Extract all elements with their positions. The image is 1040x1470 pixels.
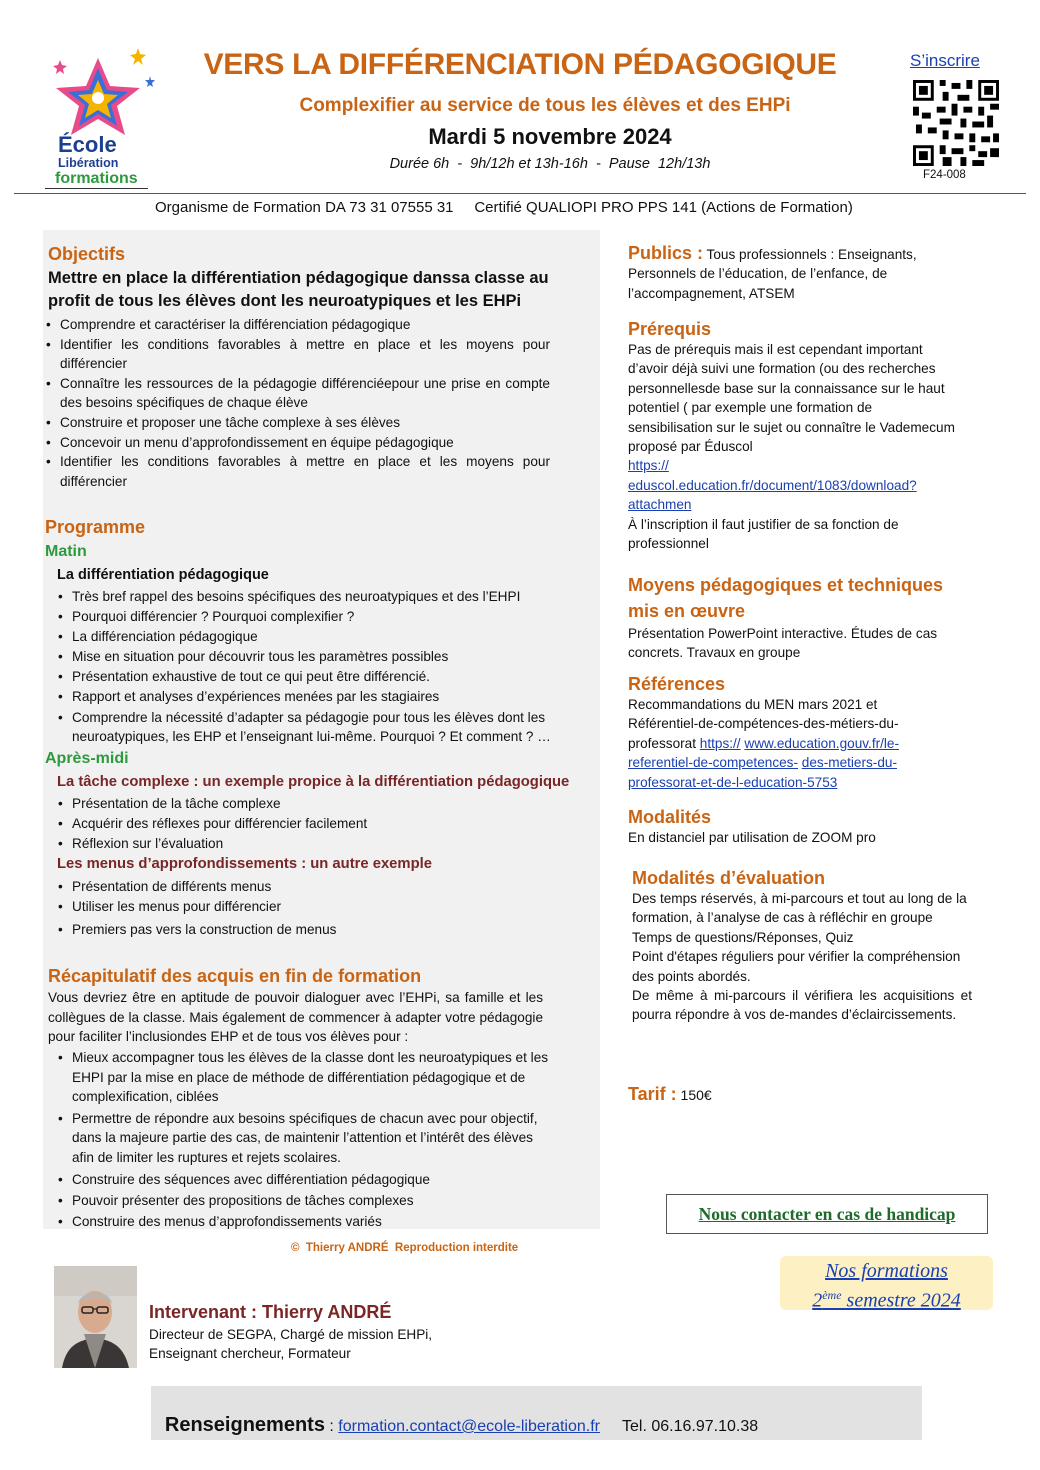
event-schedule: Durée 6h - 9h/12h et 13h-16h - Pause 12h/13h [389,156,711,172]
contact-label: Renseignements [164,1414,325,1436]
modalites-section [628,806,958,847]
recap-item: • Pouvoir présenter des propositions de tâches complexes [72,1191,557,1211]
reference-code: F24-008 [923,169,966,181]
matin-item: • Présentation exhaustive de tout ce qui peut être différencié. [72,667,582,687]
tache-complexe-list [72,794,572,854]
evaluation-section [632,867,972,1025]
modalites-text: En distanciel par utilisation de ZOOM pro [628,830,876,845]
nos-formations-box[interactable] [780,1256,993,1310]
matin-item: • Rapport et analyses d’expériences menées par les stagiaires [72,687,582,707]
matin-item: • Pourquoi différencier ? Pourquoi complexifier ? [72,607,582,627]
eduscol-link-2[interactable]: eduscol.education.fr/document/1083/download? [628,477,917,493]
recap-item: • Construire des séquences avec différentiation pédagogique [72,1170,557,1190]
menus-item: • Utiliser les menus pour différencier [72,897,572,917]
menus-item: • Premiers pas vers la construction de menus [72,920,572,940]
handicap-link[interactable]: Nous contacter en cas de handicap [698,1204,956,1224]
moyens-section [628,572,968,663]
tarif-value: 150€ [676,1087,712,1103]
aprem-item: • Réflexion sur l’évaluation [72,834,572,854]
objectif-item: • Connaître les ressources de la pédagogie différenciéepour une prise en compte des besoins spécifiques de chaque élève [60,374,550,413]
nos-formations-link[interactable]: Nos formations [825,1260,948,1282]
prerequis-section [628,318,958,553]
references-link-1[interactable]: https:// [699,735,741,751]
prerequis-text: Pas de prérequis mais il est cependant important d’avoir déjà suivi une formation (ou des recherches personnellesde base sur la connaissance sur le haut potentiel ( par exemple une formation de sensibilisation sur le sujet ou connaître le Vademecum proposé par Éduscol [628,342,955,455]
intervenant-role-2: Enseignant chercheur, Formateur [149,1346,351,1361]
tarif-heading: Tarif : [628,1084,677,1104]
page-title: VERS LA DIFFÉRENCIATION PÉDAGOGIQUE [203,48,837,81]
logo-line2: Libération [58,156,119,170]
objectifs-lead: Mettre en place la différentiation pédagogique danssa classe au profit de tous les élèves dont les neuroatypiques et les EHPi [48,269,549,310]
logo-line1: École [58,132,117,157]
copyright: © Thierry ANDRÉ Reproduction interdite [291,1242,519,1254]
modalites-heading: Modalités [628,807,712,827]
references-body [628,695,948,792]
intervenant-name: Intervenant : Thierry ANDRÉ [149,1302,392,1322]
tache-complexe-subheading: La tâche complexe : un exemple propice à la différentiation pédagogique [57,774,570,790]
prerequis-heading: Prérequis [628,319,712,339]
publics-text: Tous professionnels : Enseignants, Personnels de l’éducation, de l’enfance, de l’accompagnement, ATSEM [628,247,917,301]
header-rule [14,193,1026,194]
objectif-item: • Identifier les conditions favorables à mettre en place et les moyens pour différencier [60,452,550,491]
references-heading: Références [628,674,726,694]
eduscol-link-1[interactable]: https:// [628,458,669,474]
semestre-text: semestre 2024 [841,1289,961,1312]
matin-item: • Mise en situation pour découvrir tous les paramètres possibles [72,647,582,667]
recap-heading: Récapitulatif des acquis en fin de formation [48,966,422,986]
qr-code-icon[interactable] [913,80,999,166]
semestre-number: 2 [812,1289,823,1312]
recap-intro: Vous devriez être en aptitude de pouvoir dialoguer avec l’EHPi, sa famille et les collègues de la classe. Mais également de commencer à adapter votre pédagogie pour faciliter l’inclusiondes EHP et de tous vos élèves pour : [48,990,543,1045]
references-section [628,673,948,792]
recap-item: • Construire des menus d’approfondissements variés [72,1212,557,1232]
evaluation-text-4: De même à mi-parcours il vérifiera les acquisitions et pourra répondre à vos de-mandes d’éclaircissements. [632,988,972,1023]
references-link-2[interactable]: www.education.gouv.fr/le-referentiel-de-competences- [628,735,900,771]
references-link-3[interactable]: des-metiers-du-professorat-et-de-l-education-5753 [628,755,897,790]
menus-subheading: Les menus d’approfondissements : un autre exemple [57,856,432,872]
semestre-sup: ème [822,1288,842,1302]
signup-link[interactable]: S’inscrire [910,51,980,70]
objectif-item: • Identifier les conditions favorables à mettre en place et les moyens pour différencier [60,335,550,374]
evaluation-heading: Modalités d’évaluation [632,868,826,888]
contact-colon: : [324,1418,339,1435]
contact-email-link[interactable]: formation.contact@ecole-liberation.fr [338,1418,600,1435]
objectifs-list [60,315,550,491]
matin-list [72,587,582,747]
contact-line [156,1396,758,1437]
evaluation-text-1: Des temps réservés, à mi-parcours et tout au long de la formation, à l’analyse de cas à réfléchir en groupe [632,891,967,926]
recap-item: • Mieux accompagner tous les élèves de la classe dont les neuroatypiques et les EHPI par la mise en place de méthode de différentiation pédagogique et de complexification, ciblées [72,1048,557,1107]
aprem-item: • Acquérir des réflexes pour différencier facilement [72,814,572,834]
evaluation-text-2: Temps de questions/Réponses, Quiz [632,929,854,945]
matin-item: • Comprendre la nécessité d’adapter sa pédagogie pour tous les élèves dont les neuroatypiques, les EHP et l’enseignant lui-même. Pourquoi ? Et comment ? … [72,708,572,747]
recap-list [72,1048,557,1231]
eduscol-link-3[interactable]: attachmen [628,497,692,513]
publics-heading: Publics : [628,243,704,263]
moyens-text: Présentation PowerPoint interactive. Études de cas concrets. Travaux en groupe [628,626,938,661]
contact-phone: Tel. 06.16.97.10.38 [622,1418,759,1435]
publics-section [628,244,958,303]
recap-item: • Permettre de répondre aux besoins spécifiques de chacun avec pour objectif, dans la majeure partie des cas, de maintenir l’attention et l’intérêt des élèves afin de limiter les ruptures et rejets scolaires. [72,1109,557,1168]
organisme-line: Organisme de Formation DA 73 31 07555 31 Certifié QUALIOPI PRO PPS 141 (Actions de Formation) [155,199,853,216]
logo-line3: formations [45,170,148,189]
handicap-box[interactable] [666,1194,988,1234]
matin-subheading: La différentiation pédagogique [57,567,269,583]
event-date: Mardi 5 novembre 2024 [428,124,672,149]
page-subtitle: Complexifier au service de tous les élèves et des EHPi [299,95,791,116]
objectif-item: • Comprendre et caractériser la différenciation pédagogique [60,315,550,335]
objectif-item: • Construire et proposer une tâche complexe à ses élèves [60,413,550,433]
programme-heading-text: Programme [45,517,146,537]
objectifs-section [48,244,588,491]
objectifs-heading: Objectifs [48,244,126,264]
matin-item: • Très bref rappel des besoins spécifiques des neuroatypiques et des l’EHPI [72,587,582,607]
menus-list [72,877,572,939]
menus-item: • Présentation de différents menus [72,877,572,897]
aprem-item: • Présentation de la tâche complexe [72,794,572,814]
apres-midi-heading: Après-midi [45,750,129,767]
tarif-section [628,1084,712,1105]
matin-item: • La différenciation pédagogique [72,627,582,647]
intervenant-photo [54,1266,137,1368]
references-text: Recommandations du MEN mars 2021 et Référentiel-de-compétences-des-métiers-du-professorat [628,697,899,751]
matin-heading: Matin [45,543,87,560]
semestre-link[interactable] [780,1283,993,1313]
objectif-item: • Concevoir un menu d’approfondissement en équipe pédagogique [60,433,550,453]
prerequis-after: À l’inscription il faut justifier de sa fonction de professionnel [628,516,899,552]
evaluation-text-3: Point d'étapes réguliers pour vérifier la compréhension des points abordés. [632,949,961,984]
intervenant-role-1: Directeur de SEGPA, Chargé de mission EHPi, [149,1327,433,1342]
moyens-heading: Moyens pédagogiques et techniques mis en œuvre [628,575,944,621]
